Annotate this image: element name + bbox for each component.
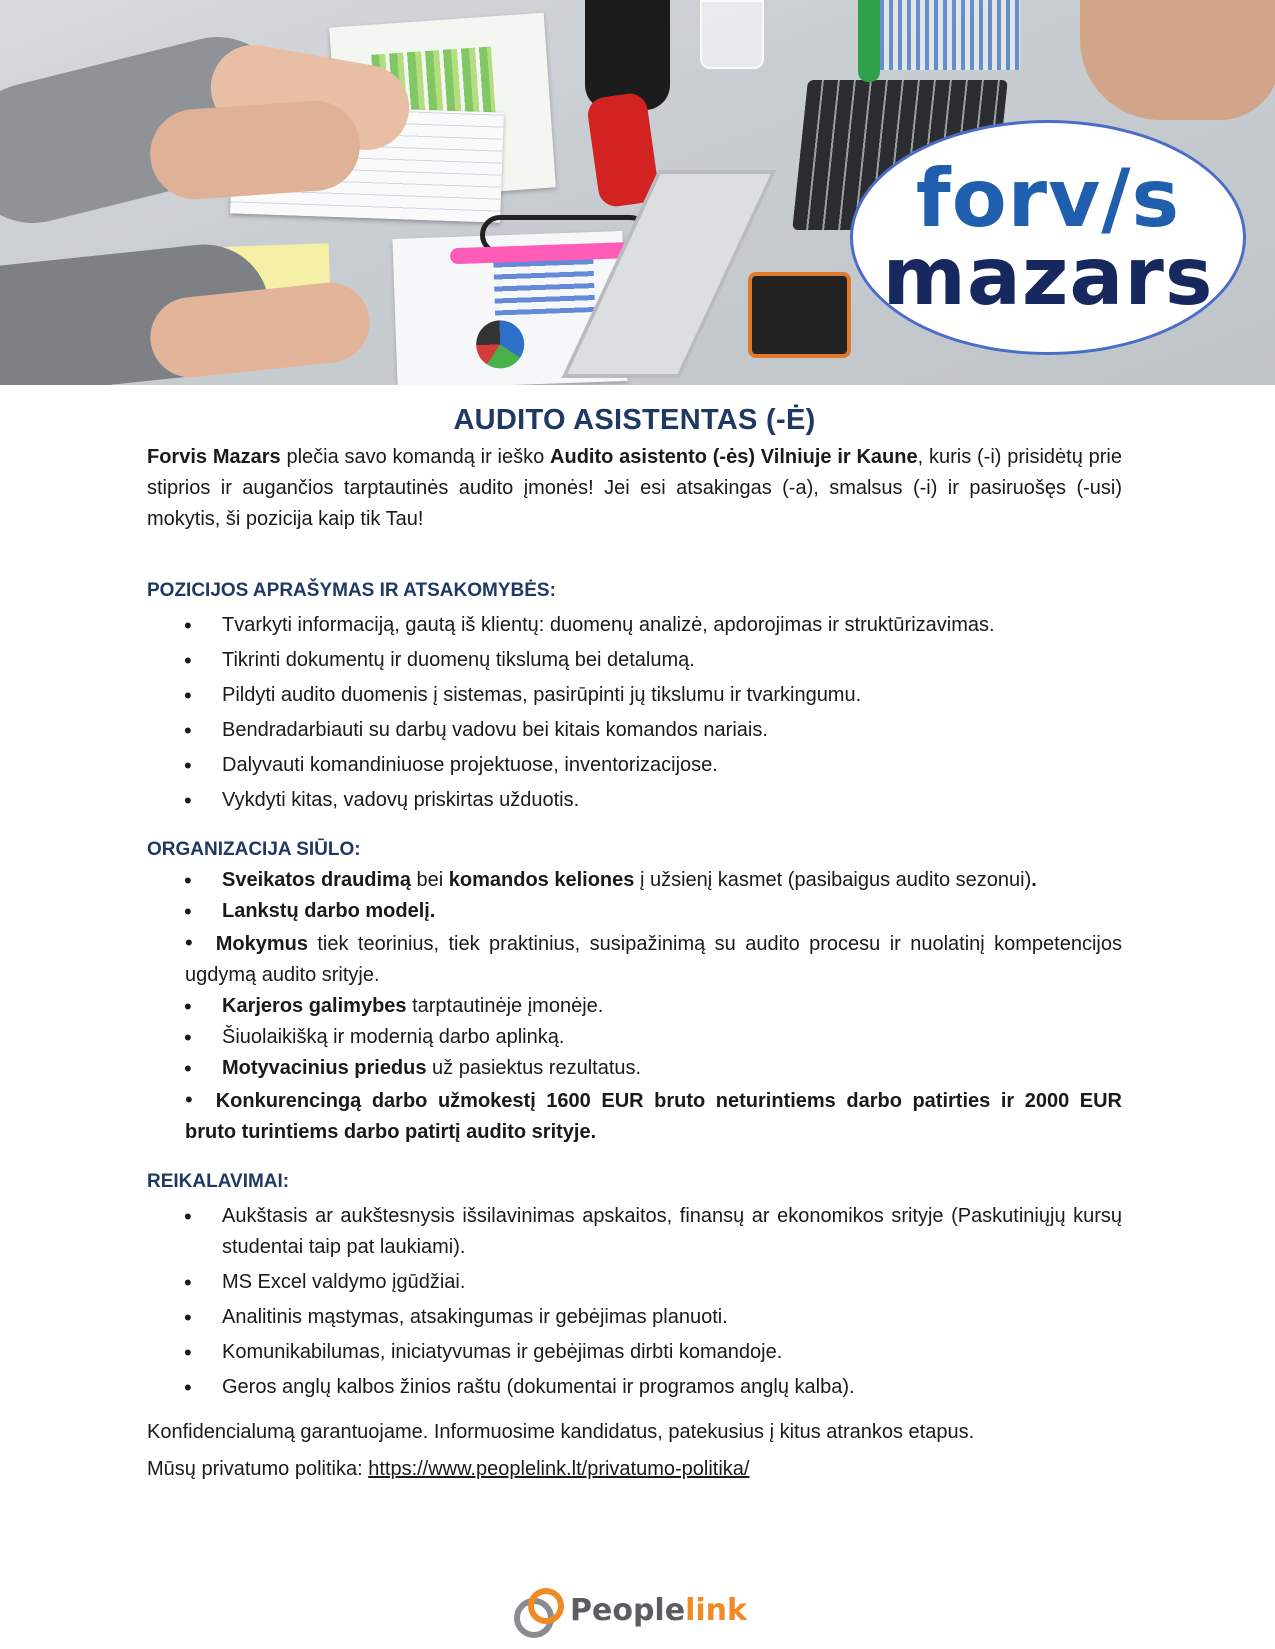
section-offer — [147, 834, 1122, 1148]
wordmark-link: link — [685, 1592, 747, 1628]
photo-phone — [748, 272, 851, 358]
text: tarptautinėje įmonėje. — [406, 995, 604, 1017]
peoplelink-wordmark — [570, 1593, 747, 1628]
list-item: • Geros anglų kalbos žinios raštu (dokumentai ir programos anglų kalba). — [147, 1372, 1122, 1403]
list-item — [147, 865, 1122, 896]
bold-text: komandos keliones — [448, 869, 635, 891]
offer-list — [147, 865, 1122, 1148]
list-item: • Pildyti audito duomenis į sistemas, pasirūpinti jų tikslumu ir tvarkingumu. — [147, 680, 1122, 711]
privacy-line — [147, 1454, 1122, 1485]
list-item: • Vykdyti kitas, vadovų priskirtas užduotis. — [147, 785, 1122, 816]
forvis-mazars-logo — [850, 120, 1246, 355]
intro-text: plečia savo komandą ir ieško — [280, 446, 551, 468]
text: tiek teorinius, tiek praktinius, susipažinimą su audito procesu ir nuolatinį kompetencijos ugdymą audito srityje. — [185, 933, 1122, 986]
bold-text: Mokymus — [215, 933, 308, 955]
section-heading: ORGANIZACIJA SIŪLO: — [147, 839, 361, 860]
list-item: • Analitinis mąstymas, atsakingumas ir gebėjimas planuoti. — [147, 1302, 1122, 1333]
photo-hand — [147, 98, 363, 202]
responsibilities-list — [147, 610, 1122, 816]
list-item — [147, 1084, 1122, 1148]
list-item — [147, 927, 1122, 991]
list-item: • Šiuolaikišką ir modernią darbo aplinką. — [147, 1022, 1122, 1053]
company-name: Forvis Mazars — [147, 446, 281, 468]
wordmark-people: People — [570, 1592, 686, 1628]
section-heading: POZICIJOS APRAŠYMAS IR ATSAKOMYBĖS: — [147, 580, 556, 601]
list-item: • Tikrinti dokumentų ir duomenų tikslumą bei detalumą. — [147, 645, 1122, 676]
photo-hand — [1080, 0, 1275, 120]
peoplelink-mark-icon — [512, 1586, 560, 1634]
text: į užsienį kasmet (pasibaigus audito sezonui) — [634, 869, 1032, 891]
privacy-label: Mūsų privatumo politika: — [147, 1458, 369, 1480]
logo-line-forvis: forv/s — [915, 151, 1181, 245]
list-item: • Dalyvauti komandiniuose projektuose, inventorizacijose. — [147, 750, 1122, 781]
section-requirements — [147, 1166, 1122, 1403]
list-item: • Tvarkyti informaciją, gautą iš klientų: duomenų analizė, apdorojimas ir struktūrizavimas. — [147, 610, 1122, 641]
list-item: • Bendradarbiauti su darbų vadovu bei kitais komandos nariais. — [147, 715, 1122, 746]
logo-line-mazars: mazars — [882, 229, 1214, 323]
bold-text: Konkurencingą darbo užmokestį 1600 EUR bruto neturintiems darbo patirties ir 2000 EUR bruto turintiems darbo patirtį audito srityje. — [185, 1090, 1122, 1143]
text: bei — [410, 869, 449, 891]
intro-paragraph — [147, 442, 1122, 535]
list-item: • MS Excel valdymo įgūdžiai. — [147, 1267, 1122, 1298]
peoplelink-logo — [512, 1582, 747, 1638]
page-title: AUDITO ASISTENTAS (-Ė) — [453, 404, 816, 436]
bold-text: Karjeros galimybes — [222, 995, 407, 1017]
privacy-policy-link[interactable]: https://www.peoplelink.lt/privatumo-politika/ — [368, 1458, 750, 1480]
list-item — [147, 896, 1122, 927]
confidentiality-note: Konfidencialumą garantuojame. Informuosime kandidatus, patekusius į kitus atrankos etapus. — [147, 1421, 975, 1443]
job-ad-content — [147, 395, 1122, 1485]
photo-glass — [700, 0, 764, 69]
list-item: • Komunikabilumas, iniciatyvumas ir gebėjimas dirbti komandoje. — [147, 1337, 1122, 1368]
intro-text: , kuris (-i) prisidėtų prie stiprios ir augančios tarptautinės audito įmonės! Jei esi atsakingas (-a), smalsus (-i) ir pasiruošęs (-usi) mokytis, ši pozicija kaip tik Tau! — [147, 446, 1122, 530]
list-item — [147, 1053, 1122, 1084]
list-item — [147, 991, 1122, 1022]
photo-document — [880, 0, 1020, 70]
requirements-list — [147, 1201, 1122, 1403]
bold-text: Lankstų darbo modelį. — [222, 900, 436, 922]
bold-text: . — [1031, 869, 1037, 891]
hero-photo — [0, 0, 1275, 385]
list-item: • Aukštasis ar aukštesnysis išsilavinimas apskaitos, finansų ar ekonomikos srityje (Paskutiniųjų kursų studentai taip pat laukiami). — [147, 1201, 1122, 1263]
bold-text: Sveikatos draudimą — [222, 869, 411, 891]
text: už pasiektus rezultatus. — [426, 1057, 642, 1079]
section-heading: REIKALAVIMAI: — [147, 1171, 290, 1192]
section-responsibilities — [147, 575, 1122, 816]
role-name: Audito asistento (-ės) Vilniuje ir Kaune — [550, 446, 918, 468]
photo-marker — [858, 0, 880, 82]
bold-text: Motyvacinius priedus — [222, 1057, 427, 1079]
